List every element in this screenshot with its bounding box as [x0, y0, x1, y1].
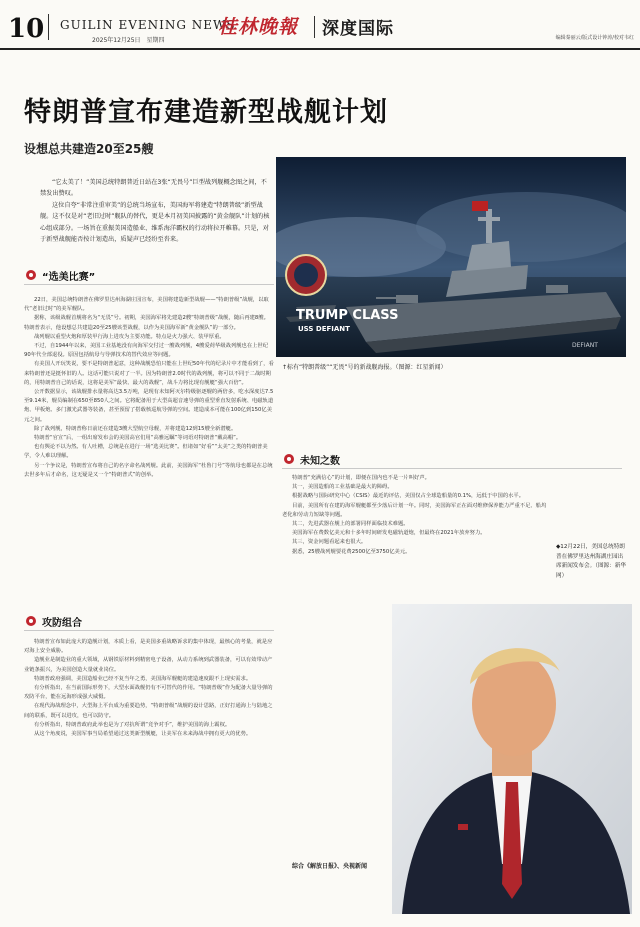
poster-caption: ↑标有“特朗普级”“无畏”号的新战舰海报。（图源：红星新闻）: [282, 364, 447, 371]
editor-credits: 编辑秦丽云/版式设计钟涛/校对韦红: [555, 35, 634, 41]
body-paragraph: 战列舰以重型火炮和厚装甲行海上进攻为主要功能。特点是火力强大、装甲厚重。: [34, 333, 225, 340]
body-paragraph: 其一，美国造船的工业基础是最大的障碍。: [292, 484, 393, 491]
body-paragraph: 造舰业是制造业的重大领域，从钢铁原材料到精密电子设备，从动力系统到武器装备，可以有效带动产业链条振兴，为美国创造大量就业岗位。: [24, 657, 273, 673]
body-paragraph: 据称，该级战舰首舰将名为“无畏”号。初期，美国海军将先建造2艘“特朗普级”战舰，随后再建8艘。特朗普表示，他设想总共建造20至25艘该型战舰，以作为美国海军新“黄金舰队”的一部分。: [24, 315, 269, 331]
body-paragraph: 其二，先进武器在舰上的部署同样面临技术难题。: [292, 521, 409, 528]
section-bullet-icon: [284, 454, 294, 464]
body-paragraph: 特朗普政府强调，美国造船业已经不复当年之勇，美国海军舰艇的建造速度跟不上现实需求。: [34, 675, 252, 682]
page-number: 10: [8, 14, 45, 44]
poster-subtitle: USS DEFIANT: [298, 325, 350, 333]
header-divider: [48, 14, 49, 40]
paper-logo: 桂林晚報: [218, 16, 299, 38]
body-paragraph: 从这个角度说，美国军事当局希望通过这类新型舰艇，让美军在未来海战中拥有更大的优势。: [34, 731, 252, 738]
poster-title: TRUMP CLASS: [296, 308, 399, 323]
body-paragraph: 其三，资金问题看起来也很大。: [292, 539, 367, 546]
body-paragraph: 除了战列舰，特朗普称日前还在建造3艘大型航空母舰，并将建造12到15艘全新潜艇。: [34, 425, 237, 432]
body-paragraph: 也有舆论不以为然。有人吐槽，总统是在进行一场“选美比赛”。但诸如“好看”“太美”之类的特朗普美学，令人难以理解。: [24, 444, 268, 460]
header-divider-2: [314, 16, 315, 38]
page-header: [0, 0, 640, 50]
press-conference-photo: [392, 604, 632, 914]
intro-paragraph: 这位自夸“非常注重审美”的总统当场宣布，美国海军将建造“特朗普级”新型战舰。这不仅是对“老旧过时”舰队的替代，更是本月初美国披露的“黄金舰队”计划的核心组成部分。一场旨在重振美国造船业、维系海洋霸权的行动将拉开帷幕。只是，对于新型战舰能否按计划造出，质疑声已经纷至沓来。: [40, 201, 270, 244]
section-1-body: [24, 296, 274, 480]
body-paragraph: 22日，美国总统特朗普在佛罗里达州海湖庄园宣布，美国将建造新型战舰——“特朗普级”战舰，以取代“老旧过时”的美军舰队。: [24, 297, 269, 313]
section-2-body: [24, 638, 274, 739]
section-name: 深度国际: [322, 19, 394, 39]
hull-marking: DEFIANT: [572, 342, 598, 349]
intro-paragraph: “它太美了！”美国总统特朗普近日站在3张“无畏号”巨型战列舰概念图之间，不禁发出赞叹。: [40, 179, 267, 198]
body-paragraph: 有美国人开玩笑说，要不是特朗普起意，这种战舰恐怕只能在上世纪50年代的纪录片中才能看到了，看来特朗普还是挺怀旧的人。这话可能只说对了一半。因为特朗普2.0时代的战列舰，将可以不同于二战时期的，用特朗普自己的话说，这将是美军“最快、最大的战舰”，战斗力将比现有舰艇“强大百倍”。: [24, 361, 274, 386]
body-paragraph: 特朗普“官宣”后，一组出席发布会的美国高官们用“高雅远瞩”等词语对特朗普“戴高帽”。: [34, 435, 242, 442]
photo-caption: ◆12月22日，美国总统特朗普在佛罗里达州海湖庄园出席新闻发布会。（图源：新华网）: [556, 544, 626, 579]
issue-date: 2025年12月25日 星期四: [92, 37, 165, 44]
body-paragraph: 在现代海战理念中，大型海上平台成为重要趋势，“特朗普级”战舰的设计思路，正好打通海上与陆地之间的联系，既可以进攻，也可以防守。: [24, 703, 273, 719]
headline: 特朗普宣布建造新型战舰计划: [24, 97, 388, 128]
body-paragraph: 公开数据显示，该战舰排水量将高达3.5万吨，是现有未知阿灭尔特级驱逐舰的两倍多，吃水深度达7.5至9.14米，舰员编制在650至850人之间。它将配备用于大型高超音速导弹的重型垂直发射系统、电磁轨道炮、甲板炮、多门激光武器等装备，甚至预留了搭载核巡航导弹的空间。建造成本可能在100亿到150亿美元之间。: [24, 389, 274, 423]
section-heading-2: [24, 614, 274, 631]
section-3-body: [282, 474, 547, 557]
paper-name-english: GUILIN EVENING NEWS: [60, 18, 236, 32]
body-paragraph: 根据战略与国际研究中心（CSIS）最近的评估，美国仅占全球造船量的0.1%，远低于中国的水平。: [292, 493, 525, 500]
body-paragraph: 美国海军在费数亿美元和十多年时间研发电磁轨道炮，但最终在2021年放弃努力。: [292, 530, 486, 537]
section-title: 攻防组合: [42, 618, 82, 629]
section-bullet-icon: [26, 270, 36, 280]
warship-poster-image: [276, 157, 626, 357]
body-paragraph: 有分析指出，在当前国际形势下，大型水面战舰仍有不可替代的作用。“特朗普级”作为配备大量导弹的攻防平台，能在远海形成强大威慑。: [24, 685, 273, 701]
section-bullet-icon: [26, 616, 36, 626]
body-paragraph: 据悉，25艘战列舰要花费2500亿至3750亿美元。: [292, 548, 411, 555]
section-title: “选美比赛”: [42, 272, 96, 283]
body-paragraph: 特朗普宣布如此庞大的造舰计划，本质上看，是美国多重战略诉求的集中体现，最核心的考量，就是应对海上安全威胁。: [24, 639, 273, 655]
section-heading-3: [282, 452, 622, 469]
article-intro: [40, 177, 270, 245]
subheadline: 设想总共建造20至25艘: [24, 142, 154, 156]
source-credit: 综合《解放日报》、央视新闻: [292, 863, 368, 870]
body-paragraph: 目前，美国所有在建的海军舰艇都至少落后计划一年。同时，美国海军正在面对维修保养能力严重不足、船坞老化和劳动力短缺等问题。: [282, 502, 547, 518]
section-heading-1: [24, 268, 274, 285]
section-title: 未知之数: [300, 456, 340, 467]
body-paragraph: 有分析指出，特朗普政府此举也是为了对抗所谓“竞争对手”，维护美国的海上霸权。: [34, 721, 231, 728]
body-paragraph: 另一个争议是，特朗普宣布将自己的名字命名战列舰。此前，美国海军“杜鲁门号”等航母也都是在总统去世多年后才命名，这无疑是又一个“特朗普式”的创举。: [24, 462, 273, 478]
body-paragraph: 特朗普“充满信心”的计划，即便在国内也不是一片叫好声。: [292, 475, 430, 481]
body-paragraph: 不过，自1944年以来，美国工业基地没有向海军交付过一艘战列舰，4艘爱荷华级战列舰也在上世纪90年代全部退役。原因包括航母与导弹技术的替代效应等问题。: [24, 343, 269, 359]
